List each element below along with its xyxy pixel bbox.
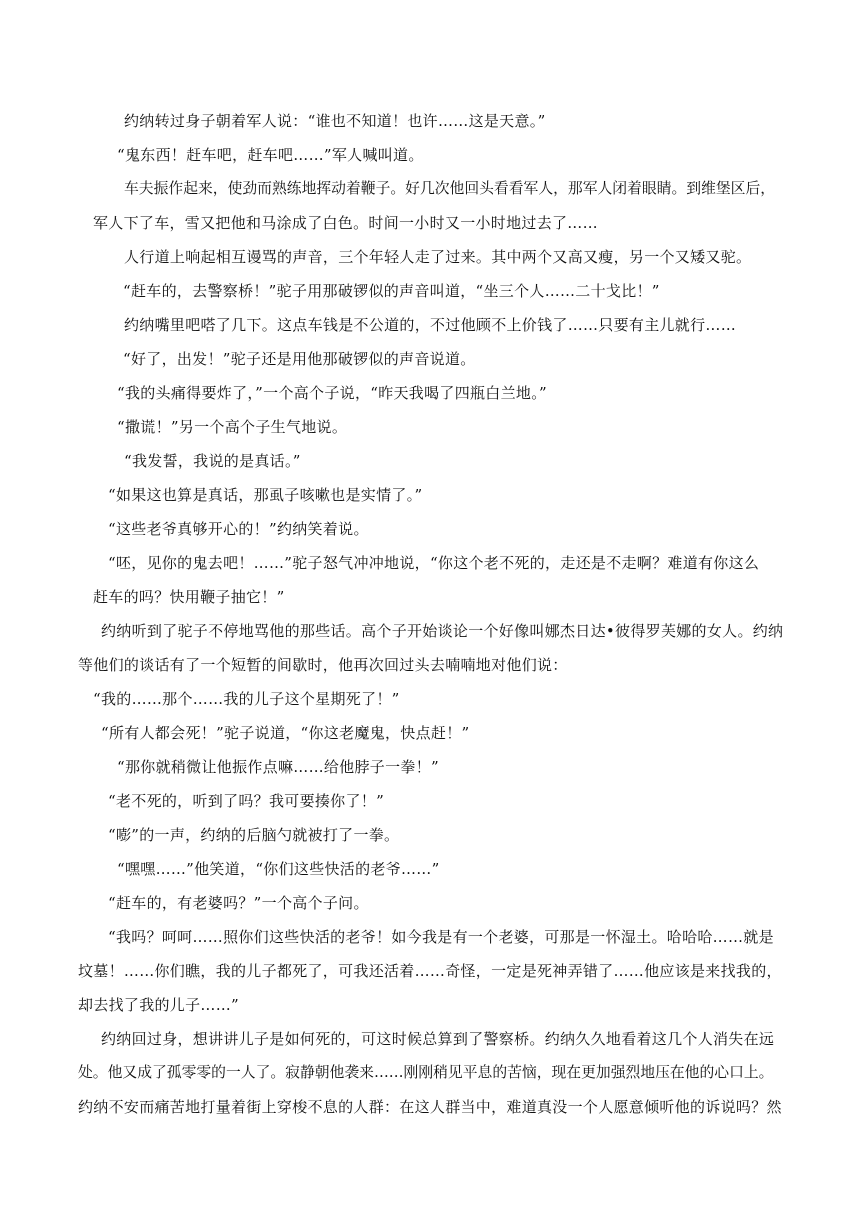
text-line: “鬼东西！赶车吧，赶车吧……”军人喊叫道。 (117, 146, 424, 164)
text-line: 坟墓！……你们瞧，我的儿子都死了，可我还活着……奇怪，一定是死神弄错了……他应该是来找我的， (78, 962, 782, 980)
text-line: “这些老爷真够开心的！”约纳笑着说。 (108, 520, 369, 538)
text-line: “赶车的，有老婆吗？”一个高个子问。 (108, 894, 369, 912)
text-line: “所有人都会死！”驼子说道，“你这老魔鬼，快点赶！” (101, 724, 470, 742)
text-line: “赶车的，去警察桥！”驼子用那破锣似的声音叫道，“坐三个人……二十戈比！” (123, 282, 660, 300)
text-line: “我发誓，我说的是真话。” (124, 452, 301, 470)
text-line: “我的头痛得要炸了，”一个高个子说，“昨天我喝了四瓶白兰地。” (117, 384, 547, 402)
text-line: 赶车的吗？快用鞭子抽它！” (93, 588, 285, 606)
text-line: “好了，出发！”驼子还是用他那破锣似的声音说道。 (123, 350, 476, 368)
text-line: “我的……那个……我的儿子这个星期死了！” (93, 690, 400, 708)
text-line: “嘭”的一声，约纳的后脑勺就被打了一拳。 (108, 826, 400, 844)
text-line: 约纳听到了驼子不停地骂他的那些话。高个子开始谈论一个好像叫娜杰日达•彼得罗芙娜的女人。约纳 (101, 622, 784, 640)
text-line: 处。他又成了孤零零的一人了。寂静朝他袭来……刚刚稍见平息的苦恼，现在更加强烈地压在他的心口上。 (78, 1064, 774, 1081)
text-line: 约纳转过身子朝着军人说：“谁也不知道！也许……这是天意。” (124, 112, 546, 130)
text-line: 等他们的谈话有了一个短暂的间歇时，他再次回过头去喃喃地对他们说： (78, 656, 568, 674)
text-line: 却去找了我的儿子……” (78, 996, 239, 1014)
text-line: “那你就稍微让他振作点嘛……给他脖子一拳！” (117, 758, 439, 776)
text-line: “我吗？呵呵……照你们这些快活的老爷！如今我是有一个老婆，可那是一怀湿土。哈哈哈……就是 (108, 928, 774, 946)
text-line: “撒谎！”另一个高个子生气地说。 (117, 418, 348, 436)
text-line: 车夫振作起来，使劲而熟练地挥动着鞭子。好几次他回头看看军人，那军人闭着眼睛。到维堡区后， (124, 180, 776, 197)
text-line: “呸，见你的鬼去吧！……”驼子怒气冲冲地说，“你这个老不死的，走还是不走啊？难道有你这么 (108, 554, 760, 572)
text-line: 约纳嘴里吧嗒了几下。这点车钱是不公道的，不过他顾不上价钱了……只要有主儿就行…… (124, 316, 737, 334)
text-line: 军人下了车，雪又把他和马涂成了白色。时间一小时又一小时地过去了…… (93, 214, 598, 232)
text-line: 约纳不安而痛苦地打量着街上穿梭不息的人群：在这人群当中，难道真没一个人愿意倾听他的诉说吗？然 (78, 1098, 782, 1116)
text-line: “老不死的，听到了吗？我可要揍你了！” (108, 792, 385, 810)
text-line: “如果这也算是真话，那虱子咳嗽也是实情了。” (108, 486, 423, 504)
text-line: 约纳回过身，想讲讲儿子是如何死的，可这时候总算到了警察桥。约纳久久地看着这几个人消失在远 (101, 1030, 775, 1048)
text-line: “嘿嘿……”他笑道，“你们这些快活的老爷……” (117, 860, 440, 878)
text-line: 人行道上响起相互谩骂的声音，三个年轻人走了过来。其中两个又高又瘦，另一个又矮又驼。 (124, 248, 752, 266)
